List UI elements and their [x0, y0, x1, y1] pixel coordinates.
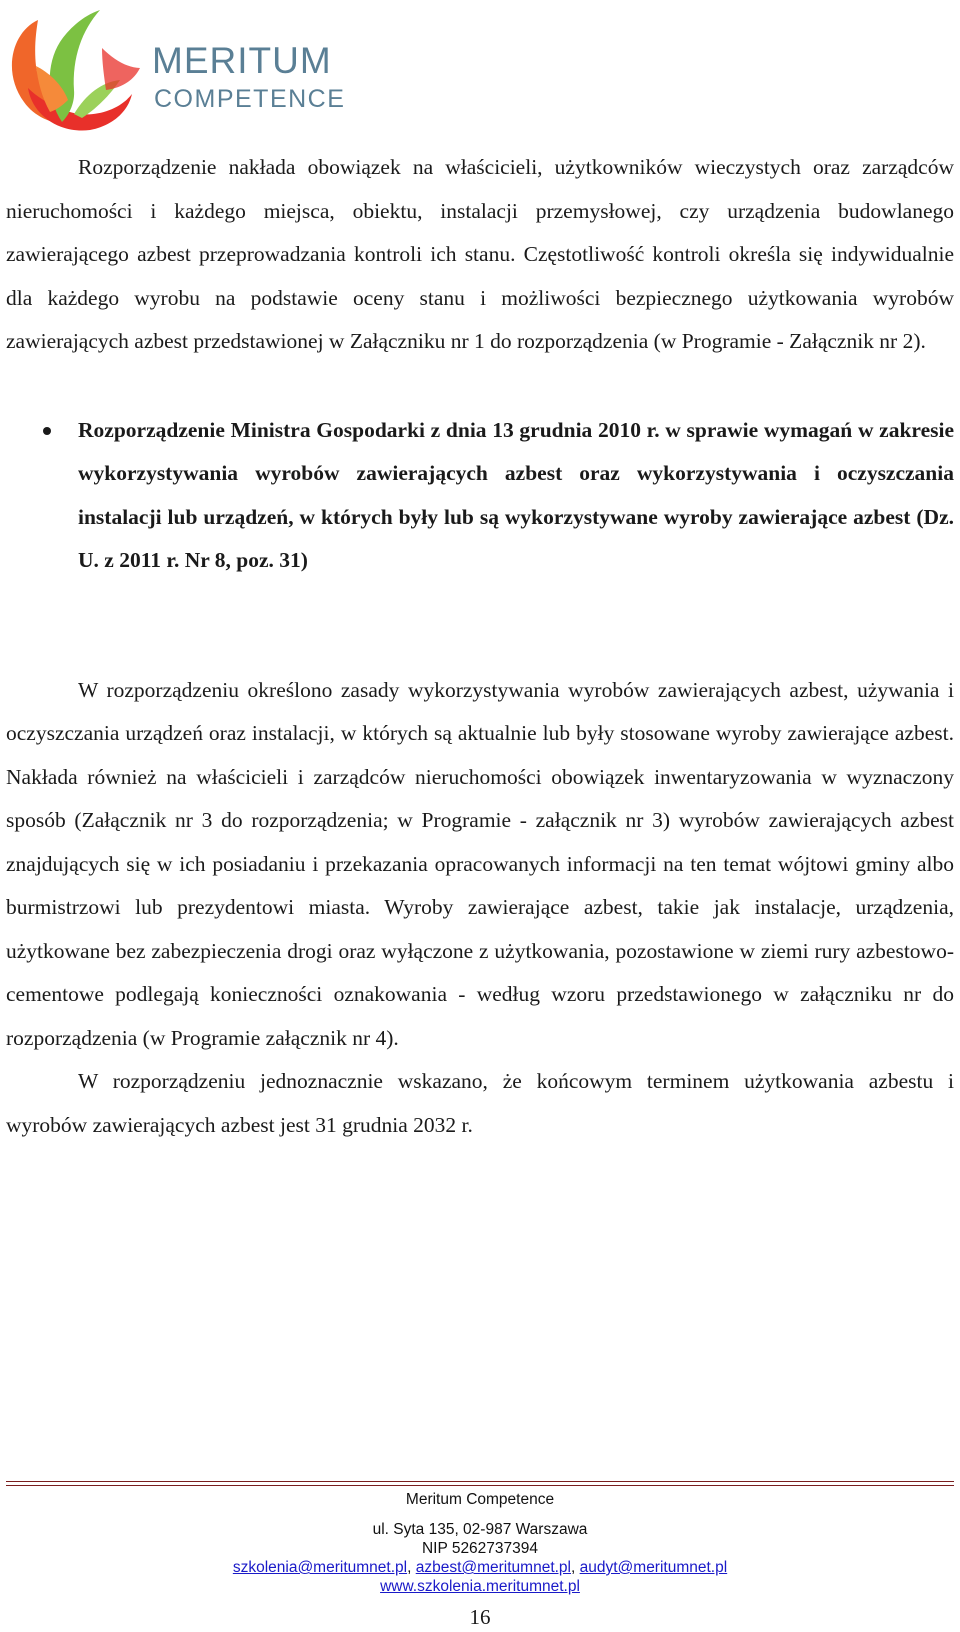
- page-footer: [0, 1490, 960, 1596]
- paragraph-control-obligation: Rozporządzenie nakłada obowiązek na właścicieli, użytkowników wieczystych oraz zarządców nieruchomości i każdego miejsca, obiektu, instalacji przemysłowej, czy urządzenia budowlanego zawierającego azbest przeprowadzania kontroli ich stanu. Częstotliwość kontroli określa się indywidualnie dla każdego wyrobu na podstawie oceny stanu i możliwości bezpiecznego użytkowania wyrobów zawierających azbest przedstawionej w Załączniku nr 1 do rozporządzenia (w Programie - Załącznik nr 2).: [6, 155, 954, 353]
- footer-website: [0, 1577, 960, 1596]
- paragraph-final-deadline: W rozporządzeniu jednoznacznie wskazano, że końcowym terminem użytkowania azbestu i wyrobów zawierających azbest jest 31 grudnia 2032 r.: [6, 1069, 954, 1137]
- logo-wordmark-competence: COMPETENCE: [154, 85, 346, 113]
- bullet-item-regulation: [6, 409, 954, 583]
- logo-symbol-icon: [2, 2, 142, 138]
- regulation-title: Rozporządzenie Ministra Gospodarki z dnia 13 grudnia 2010 r. w sprawie wymagań w zakresie wykorzystywania wyrobów zawierających azbest oraz wykorzystywania i oczyszczania instalacji lub urządzeń, w których były lub są wykorzystywane wyroby zawierające azbest (Dz. U. z 2011 r. Nr 8, poz. 31): [78, 417, 954, 572]
- website-link[interactable]: www.szkolenia.meritumnet.pl: [380, 1578, 580, 1595]
- document-body: [6, 146, 954, 1147]
- email-link-audyt[interactable]: audyt@meritumnet.pl: [579, 1559, 728, 1576]
- email-link-azbest[interactable]: azbest@meritumnet.pl: [415, 1559, 571, 1576]
- footer-company-name: Meritum Competence: [405, 1491, 555, 1508]
- company-logo: [2, 2, 346, 138]
- logo-wordmark-meritum: MERITUM: [152, 40, 332, 81]
- footer-nip: NIP 5262737394: [421, 1540, 539, 1557]
- email-separator: ,: [407, 1559, 416, 1576]
- email-separator: ,: [571, 1559, 580, 1576]
- email-link-szkolenia[interactable]: szkolenia@meritumnet.pl: [232, 1559, 408, 1576]
- footer-emails: [0, 1558, 960, 1577]
- bullet-point-icon: [43, 427, 51, 435]
- paragraph-regulation-scope: W rozporządzeniu określono zasady wykorzystywania wyrobów zawierających azbest, używania i oczyszczania urządzeń oraz instalacji, w których są aktualnie lub były stosowane wyroby zawierające azbest. Nakłada również na właścicieli i zarządców nieruchomości obowiązek inwentaryzowania w wyznaczony sposób (Załącznik nr 3 do rozporządzenia; w Programie - załącznik nr 3) wyrobów zawierających azbest znajdujących się w ich posiadaniu i przekazania opracowanych informacji na ten temat wójtowi gminy albo burmistrzowi lub prezydentowi miasta. Wyroby zawierające azbest, takie jak instalacje, urządzenia, użytkowane bez zabezpieczenia drogi oraz wyłączone z użytkowania, pozostawione w ziemi rury azbestowo-cementowe podlegają konieczności oznakowania - według wzoru przedstawionego w załączniku nr do rozporządzenia (w Programie załącznik nr 4).: [6, 677, 954, 1050]
- page-number: 16: [469, 1605, 491, 1629]
- footer-divider: [6, 1481, 954, 1482]
- footer-divider-secondary: [6, 1485, 954, 1486]
- footer-address: ul. Syta 135, 02-987 Warszawa: [372, 1521, 588, 1538]
